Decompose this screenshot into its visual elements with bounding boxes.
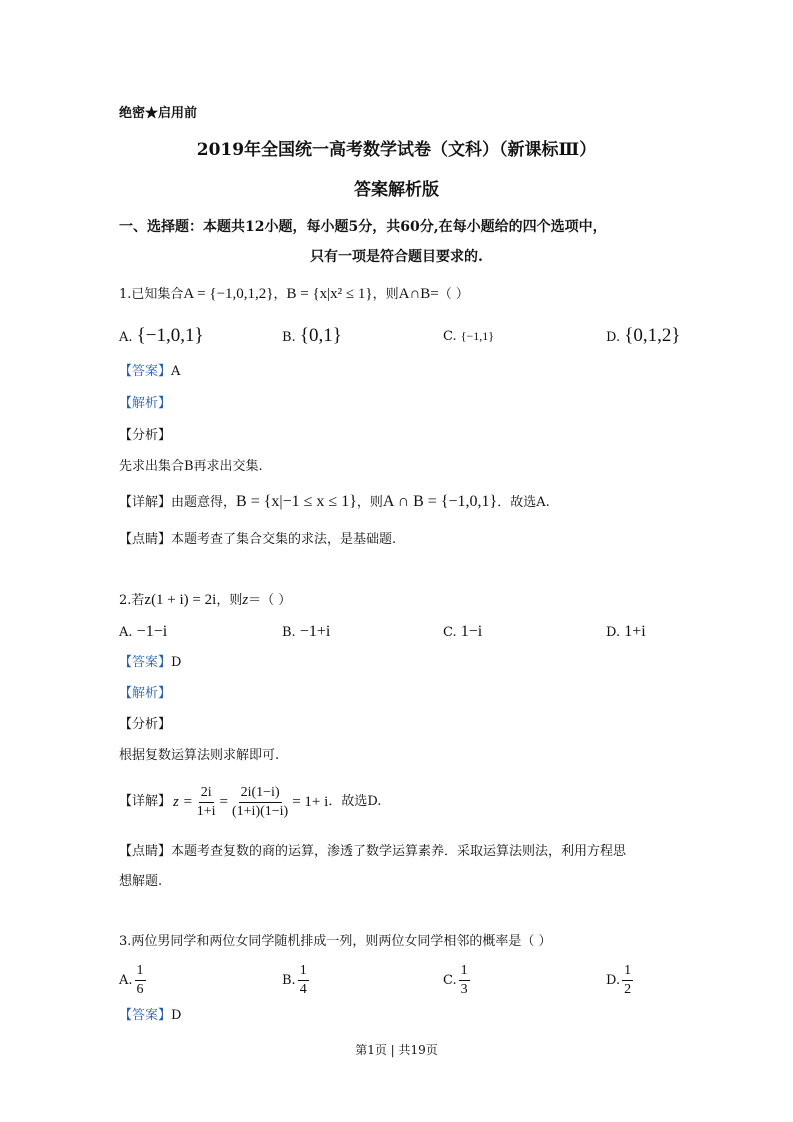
q2-answer-value: D [171, 655, 182, 670]
q3-option-a-frac [135, 963, 146, 998]
q2-detail-eq: = [219, 794, 228, 810]
q1-option-a [119, 325, 204, 346]
q1-set-b: B = {x|x² ≤ 1} [286, 286, 373, 302]
q1-detail-math1: B = {x|−1 ≤ x ≤ 1} [236, 493, 357, 510]
q3-option-b-label: B. [282, 972, 296, 988]
q3-option-b [282, 963, 311, 998]
q2-option-b-label: B. [282, 625, 296, 640]
q2-stem [119, 592, 291, 609]
q1-option-c-label: C. [443, 329, 457, 344]
q2-option-a [119, 624, 167, 641]
q2-detail-tag: 【详解】 [119, 794, 172, 809]
q1-option-d [606, 325, 681, 346]
q3-option-a-num: 1 [135, 963, 146, 981]
q1-comment [119, 532, 396, 548]
section-heading-line1: 一、选择题：本题共12小题，每小题5分，共60分,在每小题给的四个选项中， [119, 219, 607, 235]
page-subtitle: 答案解析版 [354, 180, 439, 200]
q1-paren: （ ） [438, 287, 469, 302]
q2-frac1-num: 2i [199, 785, 214, 803]
q3-option-c-frac [459, 963, 470, 998]
q1-answer-tag: 【答案】 [119, 364, 172, 379]
q2-option-b [282, 624, 330, 641]
q2-fenxi-tag: 【分析】 [119, 717, 172, 732]
q2-stem-suffix: ＝（ ） [248, 593, 292, 608]
q3-option-b-den: 4 [299, 982, 307, 997]
q2-detail [119, 782, 381, 822]
q2-option-c-value: 1−i [460, 623, 483, 640]
q2-jiexi-tag: 【解析】 [119, 686, 172, 701]
q2-detail-suffix: ．故选D. [328, 794, 382, 809]
q1-answer [119, 364, 180, 380]
q2-option-c-label: C. [443, 625, 457, 640]
q1-answer-value: A [171, 364, 181, 379]
q3-option-c-num: 1 [459, 963, 470, 981]
q1-stem-mid: ，则 [372, 287, 399, 302]
q1-comment-text: 本题考查了集合交集的求法，是基础题. [171, 532, 397, 547]
q2-frac2 [230, 785, 290, 820]
q2-comment-tag: 【点睛】 [119, 844, 172, 859]
q2-frac2-den: (1+i)(1−i) [232, 803, 289, 819]
q1-option-d-value: {0,1,2} [624, 325, 681, 346]
q1-option-c-value: {−1,1} [460, 329, 495, 343]
q1-fenxi: 先求出集合B再求出交集. [119, 459, 263, 474]
q2-option-b-value: −1+i [299, 623, 331, 640]
q2-answer [119, 655, 181, 671]
q1-option-d-label: D. [606, 330, 621, 345]
q3-stem: 3.两位男同学和两位女同学随机排成一列，则两位女同学相邻的概率是（ ） [119, 934, 552, 949]
q2-detail-z: z = [173, 794, 193, 810]
q1-option-a-label: A. [119, 330, 133, 345]
q1-expr: A∩B= [398, 286, 439, 302]
q2-comment-line2: 想解题. [119, 874, 163, 889]
q3-option-d-frac [622, 963, 633, 998]
q2-option-d-value: 1+i [624, 623, 646, 640]
q2-comment-text1: 本题考查复数的商的运算，渗透了数学运算素养．采取运算法则法，利用方程思 [171, 844, 627, 859]
q2-stem-mid: ，则 [216, 593, 243, 608]
page-title: 2019年全国统一高考数学试卷（文科）（新课标Ⅲ） [196, 140, 597, 160]
q3-option-a [119, 963, 148, 998]
q1-set-a: A = {−1,0,1,2} [183, 286, 274, 302]
q3-option-c [443, 963, 472, 998]
q3-option-b-frac [298, 963, 309, 998]
q2-option-a-label: A. [119, 625, 133, 640]
q1-option-b-label: B. [282, 330, 296, 345]
q1-jiexi-tag: 【解析】 [119, 396, 172, 411]
q2-stem-z: z [242, 592, 249, 608]
q2-option-d-label: D. [606, 625, 621, 640]
q1-detail-math2: A ∩ B = {−1,0,1} [382, 493, 498, 510]
q1-stem [119, 286, 469, 303]
q3-answer-tag: 【答案】 [119, 1008, 172, 1023]
q1-option-b-value: {0,1} [299, 325, 342, 346]
q3-option-d [606, 963, 635, 998]
q3-option-b-num: 1 [298, 963, 309, 981]
q3-option-d-den: 2 [624, 982, 632, 997]
q1-detail-tag: 【详解】 [119, 495, 172, 510]
q2-detail-result: = 1+ i [292, 794, 329, 810]
q2-stem-math: z(1 + i) = 2i [144, 592, 217, 608]
q1-detail-suffix: ．故选A. [497, 495, 550, 510]
q2-comment-line1 [119, 844, 626, 860]
q1-option-c [443, 328, 494, 345]
q1-detail-prefix: 由题意得， [171, 495, 237, 510]
q2-option-c [443, 624, 482, 641]
q3-answer-value: D [171, 1008, 182, 1023]
q3-answer [119, 1008, 181, 1024]
q3-option-c-den: 3 [460, 982, 468, 997]
q2-answer-tag: 【答案】 [119, 655, 172, 670]
q1-stem-prefix: 1.已知集合 [119, 287, 184, 302]
secret-label: 绝密★启用前 [119, 106, 198, 121]
section-heading-line2: 只有一项是符合题目要求的. [310, 249, 483, 265]
q2-frac1 [195, 785, 218, 820]
q1-detail [119, 494, 550, 511]
q2-frac2-num: 2i(1−i) [239, 785, 282, 803]
q3-option-d-label: D. [606, 972, 621, 988]
q1-option-b [282, 325, 342, 346]
q3-option-a-den: 6 [136, 982, 144, 997]
q2-fenxi: 根据复数运算法则求解即可. [119, 748, 280, 763]
page-footer: 第1页 | 共19页 [355, 1043, 438, 1057]
q3-option-d-num: 1 [622, 963, 633, 981]
q3-option-c-label: C. [443, 972, 457, 988]
q2-frac1-den: 1+i [196, 803, 216, 819]
q2-stem-prefix: 2.若 [119, 593, 145, 608]
q1-sep: ， [273, 287, 287, 302]
q1-comment-tag: 【点睛】 [119, 532, 172, 547]
q1-fenxi-tag: 【分析】 [119, 428, 172, 443]
q2-option-a-value: −1−i [136, 623, 168, 640]
q3-option-a-label: A. [119, 972, 133, 988]
q1-detail-mid: ，则 [356, 495, 383, 510]
q2-option-d [606, 624, 646, 641]
q1-option-a-value: {−1,0,1} [136, 325, 204, 346]
